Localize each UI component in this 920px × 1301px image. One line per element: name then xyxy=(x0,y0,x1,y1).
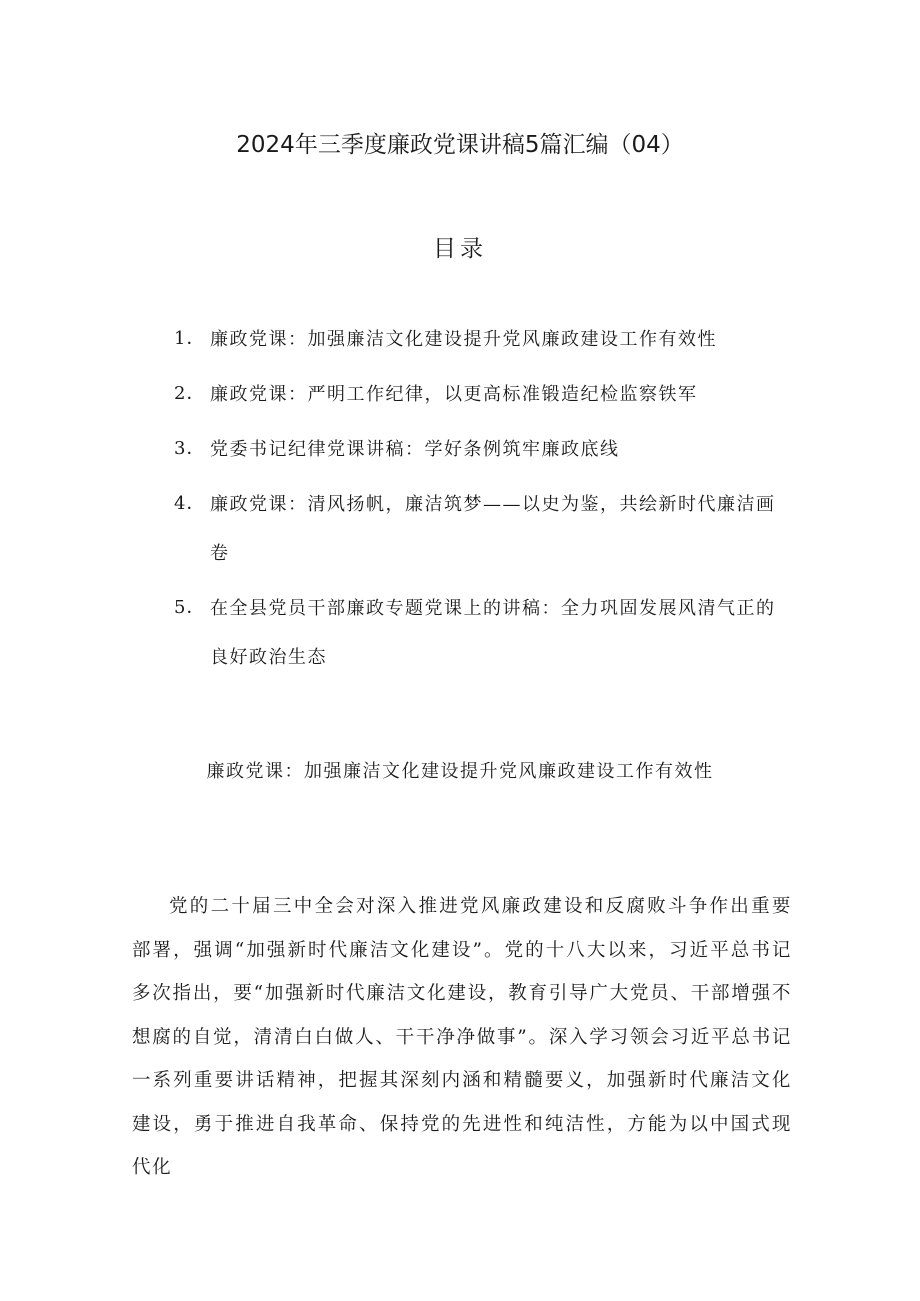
toc-heading: 目录 xyxy=(433,236,487,262)
section-title: 廉政党课：加强廉洁文化建设提升党风廉政建设工作有效性 xyxy=(206,761,714,782)
toc-item xyxy=(174,432,794,474)
toc-item-number: 5． xyxy=(174,597,206,618)
toc-item-text: 廉政党课：清风扬帆，廉洁筑梦——以史为鉴，共绘新时代廉洁画卷 xyxy=(210,494,776,564)
toc-item xyxy=(174,377,794,419)
toc-item-number: 2． xyxy=(174,383,206,404)
body-paragraph: 党的二十届三中全会对深入推进党风廉政建设和反腐败斗争作出重要部署，强调“加强新时代廉洁文化建设”。党的十八大以来，习近平总书记多次指出，要“加强新时代廉洁文化建设，教育引导广大党员、干部增强不想腐的自觉，清清白白做人、干干净净做事”。深入学习领会习近平总书记一系列重要讲话精神，把握其深刻内涵和精髓要义，加强新时代廉洁文化建设，勇于推进自我革命、保持党的先进性和纯洁性，方能为以中国式现代化 xyxy=(132,896,792,1178)
toc-item-text: 党委书记纪律党课讲稿：学好条例筑牢廉政底线 xyxy=(210,439,620,460)
toc-item-number: 1． xyxy=(174,328,206,349)
document-title: 2024年三季度廉政党课讲稿5篇汇编（04） xyxy=(236,132,684,158)
toc-item-text: 廉政党课：加强廉洁文化建设提升党风廉政建设工作有效性 xyxy=(210,329,717,350)
toc-item xyxy=(174,322,794,364)
toc-item-text: 在全县党员干部廉政专题党课上的讲稿：全力巩固发展风清气正的良好政治生态 xyxy=(210,598,776,668)
toc-item xyxy=(174,487,794,578)
toc-item-number: 4． xyxy=(174,493,206,514)
toc-item-text: 廉政党课：严明工作纪律，以更高标准锻造纪检监察铁军 xyxy=(210,384,698,405)
toc-item-number: 3． xyxy=(174,438,206,459)
toc-item xyxy=(174,591,794,682)
table-of-contents xyxy=(174,322,794,695)
